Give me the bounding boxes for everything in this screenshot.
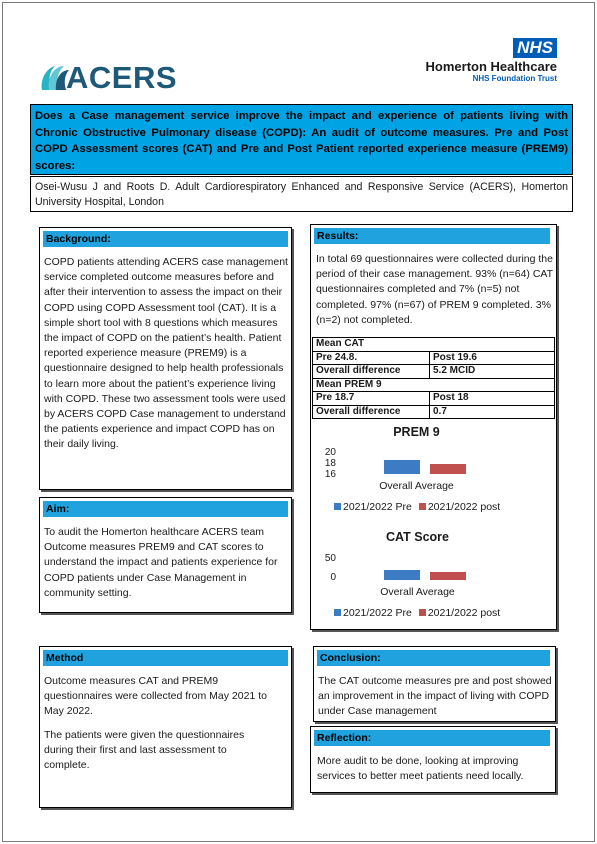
nhs-badge: NHS	[513, 38, 557, 58]
cat-chart	[316, 525, 519, 625]
table-row	[313, 405, 555, 419]
legend-label-pre: 2021/2022 Pre	[343, 607, 412, 619]
y-tick-label: 18	[324, 458, 336, 469]
chart-title: PREM 9	[393, 425, 440, 439]
bar-post	[430, 572, 466, 580]
background-heading: Background:	[43, 231, 288, 247]
acers-logo	[38, 58, 188, 98]
results-table	[312, 337, 555, 419]
prem-diff-label: Overall difference	[313, 405, 430, 419]
legend-label-post: 2021/2022 post	[427, 501, 501, 513]
table-row	[313, 351, 555, 365]
method-heading: Method	[43, 650, 288, 666]
trust-name: NHS Foundation Trust	[472, 74, 557, 83]
legend-swatch-pre	[334, 609, 341, 616]
cat-post: Post 19.6	[430, 351, 555, 365]
legend-swatch-pre	[334, 503, 341, 510]
cat-pre: Pre 24.8.	[313, 351, 430, 365]
method-text-2: The patients were given the questionnaires during their first and last assessment to complete.	[44, 729, 245, 772]
table-row	[313, 338, 555, 352]
y-tick-label: 16	[324, 469, 336, 480]
poster-title: Does a Case management service improve the impact and experience of patients living with Chronic Obstructive Pulmonary disease (COPD): An audit of outcome measures. Pre and Post COPD Assessment scores (CAT) and Pre and Post Patient reported experience measure (PREM9) scores:	[30, 104, 573, 175]
prem-header: Mean PREM 9	[313, 378, 555, 392]
legend-swatch-post	[419, 503, 426, 510]
table-row	[313, 392, 555, 406]
category-label: Overall Average	[380, 586, 455, 598]
legend	[334, 607, 500, 619]
aim-panel	[39, 497, 292, 613]
background-panel	[39, 227, 292, 490]
bar-post	[430, 464, 466, 475]
conclusion-text: The CAT outcome measures pre and post showed an improvement in the impact of living with COPD under Case management	[318, 675, 552, 718]
nhs-logo	[426, 38, 557, 83]
authors: Osei-Wusu J and Roots D. Adult Cardiorespiratory Enhanced and Responsive Service (ACERS), Homerton University Hospital, London	[30, 176, 573, 212]
conclusion-panel	[313, 646, 556, 722]
cat-diff-value: 5.2 MCID	[430, 365, 555, 379]
y-tick-label: 20	[324, 447, 336, 458]
conclusion-heading: Conclusion:	[317, 650, 550, 666]
bar-pre	[384, 570, 420, 580]
method-panel	[39, 646, 292, 808]
legend-label-post: 2021/2022 post	[427, 607, 501, 619]
reflection-heading: Reflection:	[314, 730, 550, 746]
y-tick-label: 50	[324, 553, 336, 564]
chart-title: CAT Score	[386, 530, 449, 544]
legend-swatch-post	[419, 609, 426, 616]
category-label: Overall Average	[379, 480, 454, 492]
reflection-panel	[310, 726, 556, 793]
legend	[334, 501, 500, 513]
acers-logo-text: ACERS	[66, 60, 178, 95]
aim-text: To audit the Homerton healthcare ACERS team Outcome measures PREM9 and CAT scores to understand the impact and patients experience for COPD patients under Case Management in community setting.	[44, 526, 278, 599]
method-text-1: Outcome measures CAT and PREM9 questionnaires were collected from May 2021 to May 2022.	[44, 675, 267, 718]
background-text: COPD patients attending ACERS case management service completed outcome measures before and after their intervention to assess the impact on their COPD using COPD Assessment tool (CAT). It is a simple short tool with 8 questions which measures the impact of COPD on the patient’s health. Patient reported experience measure (PREM9) is a questionnaire designed to help health professionals to learn more about the patient’s experience living with COPD. These two assessment tools were used by ACERS COPD Case management to understand the patients experience and impact COPD has on their daily living.	[44, 256, 288, 451]
cat-header: Mean CAT	[313, 338, 555, 352]
prem-post: Post 18	[430, 392, 555, 406]
results-text: In total 69 questionnaires were collected during the period of their case management. 93% (n=64) CAT questionnaires completed and 7% (n=5) not completed. 97% (n=67) of PREM 9 completed. 3% (n=2) not completed.	[316, 253, 553, 326]
bar-pre	[384, 460, 420, 474]
prem9-chart	[316, 419, 517, 519]
cat-diff-label: Overall difference	[313, 365, 430, 379]
prem-diff-value: 0.7	[430, 405, 555, 419]
prem-pre: Pre 18.7	[313, 392, 430, 406]
reflection-text: More audit to be done, looking at improving services to better meet patients need locally.	[317, 755, 524, 783]
org-name: Homerton Healthcare	[425, 59, 557, 74]
legend-label-pre: 2021/2022 Pre	[343, 501, 412, 513]
results-heading: Results:	[314, 228, 550, 244]
table-row	[313, 365, 555, 379]
aim-heading: Aim:	[43, 501, 288, 517]
y-tick-label: 0	[330, 572, 336, 583]
table-row	[313, 378, 555, 392]
